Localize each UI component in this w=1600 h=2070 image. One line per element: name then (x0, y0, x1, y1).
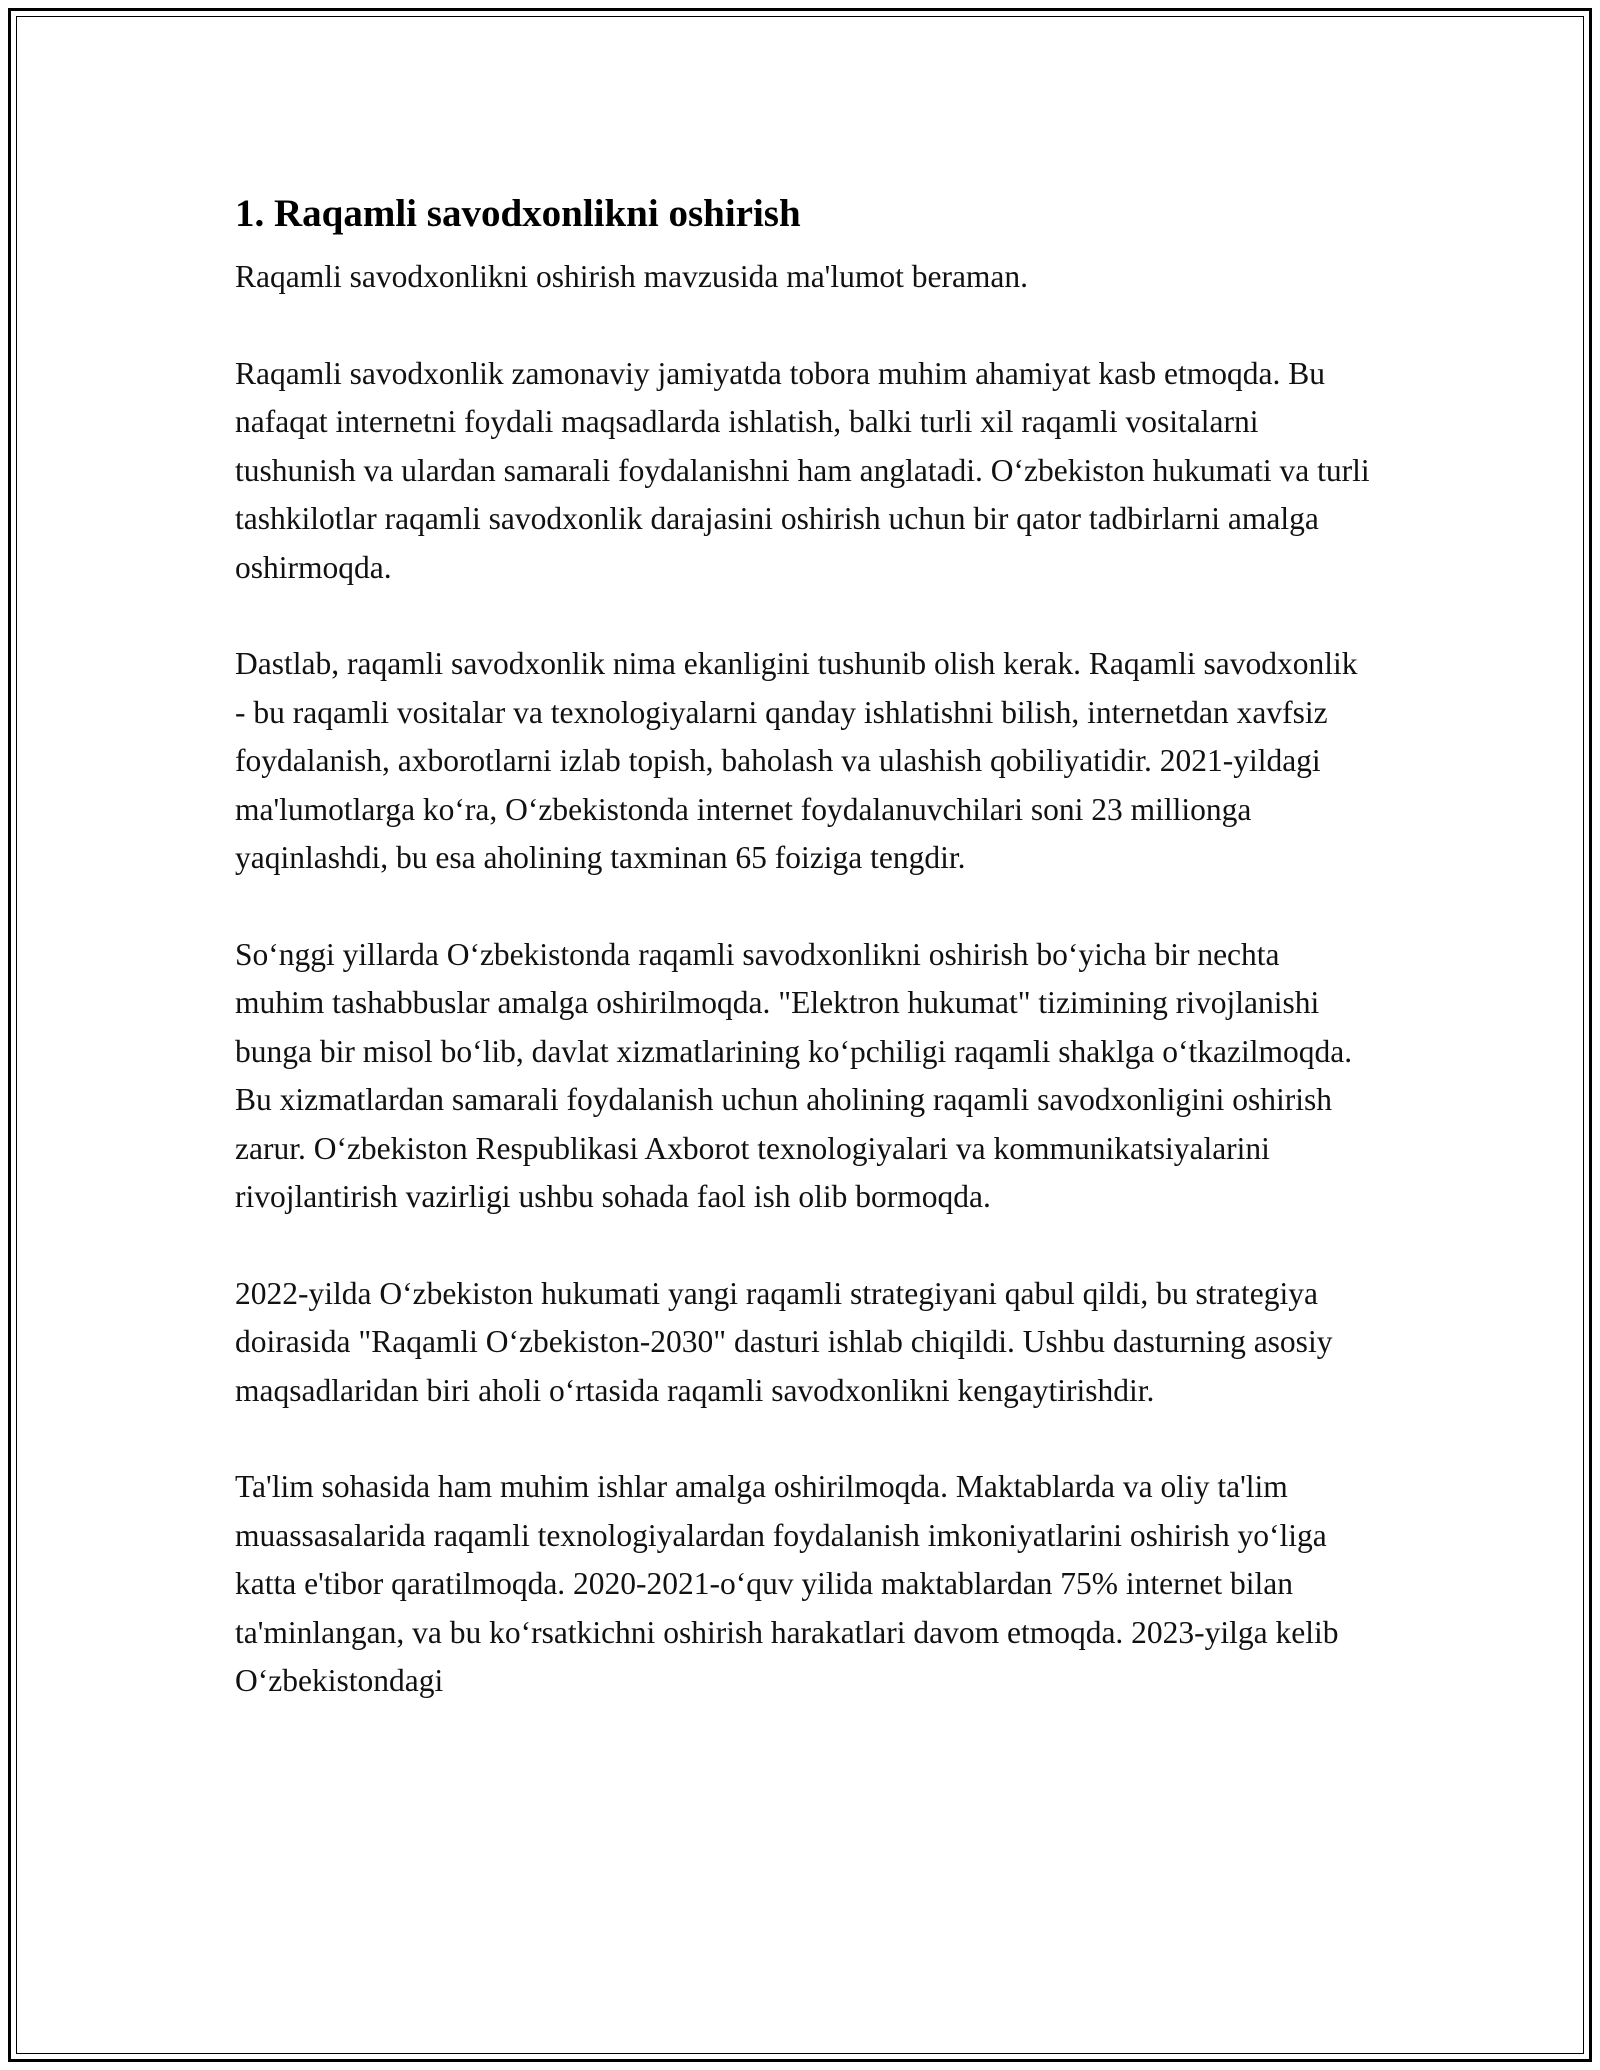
paragraph-initiatives: So‘nggi yillarda O‘zbekistonda raqamli savodxonlikni oshirish bo‘yicha bir nechta muhim tashabbuslar amalga oshirilmoqda. "Elektron hukumat" tizimining rivojlanishi bunga bir misol bo‘lib, davlat xizmatlarining ko‘pchiligi raqamli shaklga o‘tkazilmoqda. Bu xizmatlardan samarali foydalanish uchun aholining raqamli savodxonligini oshirish zarur. O‘zbekiston Respublikasi Axborot texnologiyalari va kommunikatsiyalarini rivojlantirish vazirligi ushbu sohada faol ish olib bormoqda. (235, 936, 1353, 1214)
document-body (235, 185, 1375, 1754)
paragraph-definition-importance: Raqamli savodxonlik zamonaviy jamiyatda tobora muhim ahamiyat kasb etmoqda. Bu nafaqat internetni foydali maqsadlarda ishlatish, balki turli xil raqamli vositalarni tushunish va ulardan samarali foydalanishni ham anglatadi. O‘zbekiston hukumati va turli tashkilotlar raqamli savodxonlik darajasini oshirish uchun bir qator tadbirlarni amalga oshirmoqda. (235, 355, 1370, 585)
paragraph-what-is-digital-literacy: Dastlab, raqamli savodxonlik nima ekanligini tushunib olish kerak. Raqamli savodxonlik - bu raqamli vositalar va texnologiyalarni qanday ishlatishni bilish, internetdan xavfsiz foydalanish, axborotlarni izlab topish, baholash va ulashish qobiliyatidir. 2021-yildagi ma'lumotlarga ko‘ra, O‘zbekistonda internet foydalanuvchilari soni 23 millionga yaqinlashdi, bu esa aholining taxminan 65 foiziga tengdir. (235, 646, 1358, 875)
paragraph-strategy-2030: 2022-yilda O‘zbekiston hukumati yangi raqamli strategiyani qabul qildi, bu strategiya doirasida "Raqamli O‘zbekiston-2030" dasturi ishlab chiqildi. Ushbu dasturning asosiy maqsadlaridan biri aholi o‘rtasida raqamli savodxonlikni kengaytirishdir. (235, 1275, 1333, 1408)
section-heading: 1. Raqamli savodxonlikni oshirish (235, 192, 801, 235)
paragraph-education: Ta'lim sohasida ham muhim ishlar amalga oshirilmoqda. Maktablarda va oliy ta'lim muassasalarida raqamli texnologiyalardan foydalanish imkoniyatlarini oshirish yo‘liga katta e'tibor qaratilmoqda. 2020-2021-o‘quv yilida maktablardan 75% internet bilan ta'minlangan, va bu ko‘rsatkichni oshirish harakatlari davom etmoqda. 2023-yilga kelib O‘zbekistondagi (235, 1469, 1339, 1698)
paragraph-intro: Raqamli savodxonlikni oshirish mavzusida ma'lumot beraman. (235, 259, 1029, 294)
